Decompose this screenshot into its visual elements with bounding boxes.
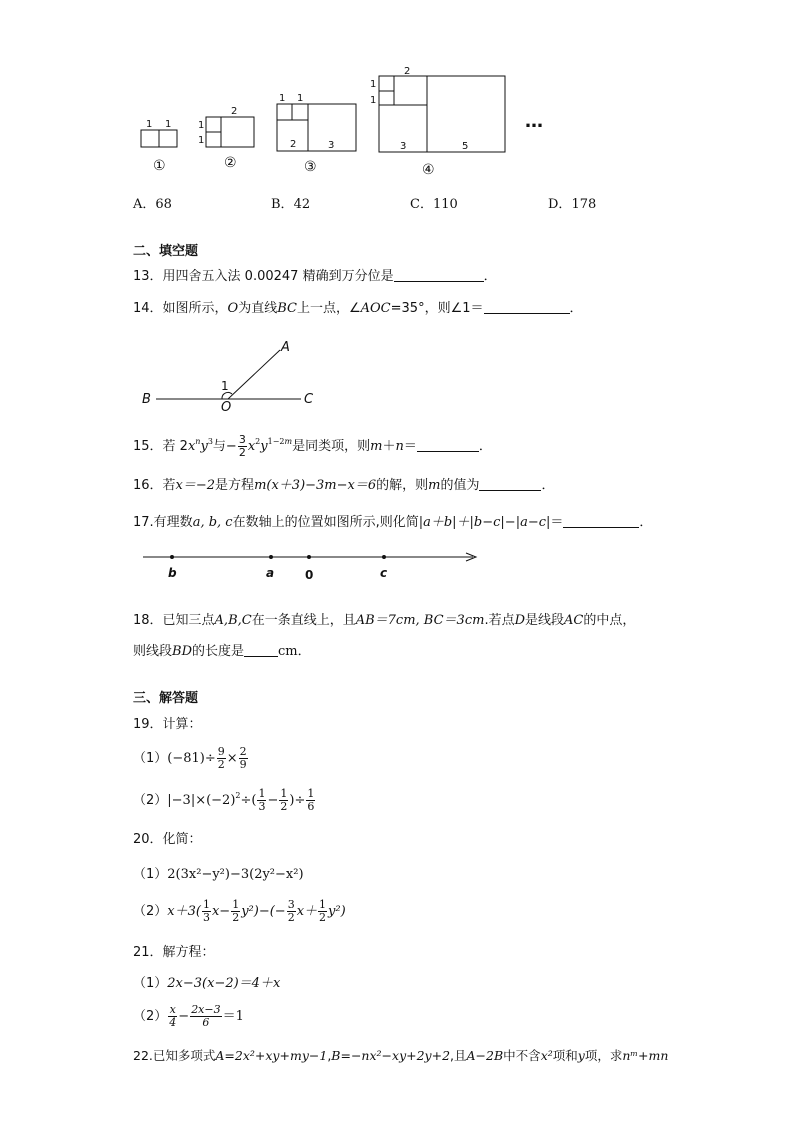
question-15: 15．若 $2x^ny^3$与− $\frac{3}{2}$ $x^2y^{1-2m}$是同类项，则m＋n＝ ． — [133, 433, 492, 459]
q16-part2: 是方程 — [215, 478, 255, 493]
option-c-letter: C． — [410, 197, 433, 212]
q18-lengths: AB＝7cm, BC＝3cm — [355, 613, 485, 628]
figure4-rect — [379, 76, 505, 152]
label-zero: 0 — [305, 568, 314, 582]
fig2-label-1a: 1 — [198, 120, 205, 131]
q14-part1: 14．如图所示， — [133, 301, 228, 316]
q17-expr: |a＋b|＋|b−c|−|a−c| — [418, 515, 551, 530]
q22-poly-a: A=2x²+xy+my−1 — [215, 1048, 328, 1063]
q18-part5: 的中点， — [583, 613, 636, 628]
question-22 — [133, 1046, 668, 1064]
q18-unit: cm — [278, 644, 298, 659]
option-d[interactable] — [548, 193, 596, 212]
section-2-title: 二、填空题 — [133, 244, 199, 259]
q18-part1: 18．已知三点 — [133, 613, 215, 628]
q22-y: y — [577, 1048, 585, 1063]
q20-title: 20．化简： — [133, 832, 202, 847]
label-c: C — [304, 392, 314, 407]
label-a: A — [281, 340, 290, 355]
q21-s2-b: ＝1 — [222, 1009, 244, 1024]
q14-answer-blank[interactable] — [484, 301, 570, 314]
fig3-label-2: 2 — [290, 139, 297, 150]
q22-poly-b: B=−nx²−xy+2y+2 — [331, 1048, 451, 1063]
fig1-label-1b: 1 — [165, 119, 172, 130]
q18-part4: 是线段 — [525, 613, 565, 628]
q20-s1-label: （1） — [133, 867, 168, 882]
question-13 — [133, 265, 497, 284]
q14-part3: 上一点，∠ — [296, 301, 361, 316]
q17-answer-blank[interactable] — [563, 515, 639, 528]
q19-s2-d: )÷ — [289, 793, 306, 808]
q19-s1-b: × — [226, 751, 238, 766]
figure3-rect — [277, 104, 356, 151]
q20-s1-expr: 2(3x²−y²)−3(2y²−x²) — [167, 867, 304, 882]
q18-part2: 在一条直线上，且 — [251, 613, 356, 628]
q21-s2-frac1: $\frac{x}{4}$ — [169, 1003, 177, 1029]
question-17 — [133, 511, 652, 530]
q22-expr: A−2B — [466, 1048, 504, 1063]
q13-end: ． — [483, 269, 497, 284]
q17-part3: ＝ — [550, 515, 564, 530]
q19-s2-frac2: $\frac{1}{2}$ — [280, 787, 288, 813]
fig3-label-1a: 1 — [279, 93, 286, 104]
label-b: B — [142, 392, 151, 407]
q20-s2-a: x＋3( — [167, 904, 201, 919]
q14-end: ． — [569, 301, 583, 316]
q19-s2-frac3: $\frac{1}{6}$ — [307, 787, 315, 813]
label-b: b — [168, 566, 177, 580]
point-c — [382, 555, 386, 559]
q21-s2-a: − — [178, 1009, 190, 1024]
q21-s1-label: （1） — [133, 976, 168, 991]
q19-s2-c: − — [267, 793, 279, 808]
fig4-label-3: 3 — [400, 141, 407, 152]
q22-part2: ,且 — [450, 1048, 467, 1063]
option-a-value: 68 — [155, 197, 172, 212]
q16-part4: 的值为 — [440, 478, 480, 493]
q19-title: 19．计算： — [133, 717, 202, 732]
q19-s2-sup: 2 — [235, 791, 241, 800]
q18-end: ． — [297, 644, 311, 659]
label-a: a — [266, 566, 275, 580]
q16-end: ． — [541, 478, 555, 493]
q15-part1: 15．若 2 — [133, 439, 188, 454]
point-zero — [307, 555, 311, 559]
q22-comma: , — [327, 1048, 332, 1063]
question-14 — [133, 297, 583, 316]
q19-s1-label: （1） — [133, 751, 168, 766]
fig4-label-1a: 1 — [370, 79, 377, 90]
q16-part3: 的解，则 — [376, 478, 429, 493]
q18-point-d: D — [514, 613, 526, 628]
option-d-value: 178 — [571, 197, 597, 212]
q18-answer-blank[interactable] — [244, 644, 278, 657]
angle-1-arc — [222, 392, 232, 399]
point-a — [269, 555, 273, 559]
fig1-label-1a: 1 — [146, 119, 153, 130]
q13-answer-blank[interactable] — [394, 269, 484, 282]
q16-part1: 16．若 — [133, 478, 176, 493]
q21-s1-expr: 2x−3(x−2)＝4＋x — [167, 976, 281, 991]
fig3-label-3: 3 — [328, 140, 335, 151]
label-o: O — [221, 400, 232, 415]
ray-oa — [228, 350, 280, 399]
q18-part3: .若点 — [484, 613, 515, 628]
question-18-line2 — [133, 640, 311, 659]
label-c: c — [380, 566, 388, 580]
section-3-title: 三、解答题 — [133, 691, 199, 706]
q21-sub2 — [133, 1000, 244, 1034]
option-b-letter: B． — [271, 197, 294, 212]
q19-s1-frac1: $\frac{9}{2}$ — [217, 745, 225, 771]
option-a-letter: A． — [133, 197, 156, 212]
q21-sub1 — [133, 972, 280, 991]
caption-4: ④ — [422, 162, 435, 178]
fig3-label-1b: 1 — [297, 93, 304, 104]
q15-end: ． — [478, 439, 492, 454]
q17-part1: 17.有理数 — [133, 515, 193, 530]
q22-tail: nᵐ+mn — [622, 1048, 669, 1063]
q22-part1: 22.已知多项式 — [133, 1048, 216, 1063]
option-d-letter: D． — [548, 197, 572, 212]
option-c-value: 110 — [432, 197, 458, 212]
q18-part6: 则线段 — [133, 644, 173, 659]
q19-sub1 — [133, 742, 249, 776]
q15-answer-blank[interactable] — [417, 439, 479, 452]
q20-s2-frac1: $\frac{1}{3}$ — [202, 898, 210, 924]
q20-s2-e: y²) — [328, 904, 346, 919]
q18-points: A,B,C — [214, 613, 252, 628]
fig4-label-5: 5 — [462, 141, 469, 152]
q20-sub2 — [133, 895, 346, 929]
label-angle-1: 1 — [221, 379, 229, 393]
q21-s2-frac2: $\frac{2x-3}{6}$ — [191, 1003, 221, 1029]
q20-sub1 — [133, 863, 304, 882]
q15-part2: 与− — [212, 439, 237, 454]
q16-m: m — [428, 478, 441, 493]
squares-figure — [130, 60, 560, 180]
q18-segment-ac: AC — [564, 613, 584, 628]
q20-s2-frac4: $\frac{1}{2}$ — [319, 898, 327, 924]
q20-s2-d: x＋ — [296, 904, 318, 919]
q19-s2-label: （2） — [133, 793, 168, 808]
question-18-line1 — [133, 609, 635, 628]
q15-part4: ＝ — [403, 439, 417, 454]
q17-part2: 在数轴上的位置如图所示,则化简 — [232, 515, 419, 530]
q15-part3: 是同类项，则 — [292, 439, 371, 454]
q15-fraction: $\frac{3}{2}$ — [238, 433, 246, 459]
option-b-value: 42 — [293, 197, 311, 212]
q19-s2-b: ÷( — [240, 793, 257, 808]
q19-s2-frac1: $\frac{1}{3}$ — [258, 787, 266, 813]
fig4-label-1b: 1 — [370, 95, 377, 106]
caption-1: ① — [153, 158, 166, 174]
q19-s1-frac2: $\frac{2}{9}$ — [239, 745, 247, 771]
q18-part7: 的长度是 — [192, 644, 245, 659]
q17-vars: a, b, c — [192, 515, 233, 530]
q16-eq2: m(x＋3)−3m−x＝6 — [254, 478, 377, 493]
fig2-label-1b: 1 — [198, 135, 205, 146]
q21-s2-label: （2） — [133, 1009, 168, 1024]
angle-figure — [138, 336, 328, 416]
q14-line-bc: BC — [277, 301, 297, 316]
q20-s2-label: （2） — [133, 904, 168, 919]
q21-title: 21．解方程： — [133, 945, 215, 960]
q22-part4: 项和 — [552, 1048, 578, 1063]
q19-s1-a: (−81)÷ — [167, 751, 216, 766]
q20-s2-frac3: $\frac{3}{2}$ — [287, 898, 295, 924]
option-c[interactable] — [410, 193, 458, 212]
q22-x2: x² — [540, 1048, 553, 1063]
q14-point-o: O — [227, 301, 239, 316]
q13-text: 13．用四舍五入法 0.00247 精确到万分位是 — [133, 269, 394, 284]
q18-segment-bd: BD — [172, 644, 192, 659]
caption-3: ③ — [304, 159, 317, 175]
option-a[interactable] — [133, 193, 172, 212]
q22-part3: 中不含 — [503, 1048, 541, 1063]
q19-sub2 — [133, 784, 316, 818]
q16-eq1: x＝−2 — [175, 478, 216, 493]
question-16 — [133, 474, 555, 493]
ellipsis: … — [525, 111, 543, 132]
number-line — [138, 545, 483, 585]
q19-s2-a: |−3|×(−2) — [167, 793, 236, 808]
caption-2: ② — [224, 155, 237, 171]
q16-answer-blank[interactable] — [479, 478, 541, 491]
point-b — [170, 555, 174, 559]
q20-s2-b: x− — [211, 904, 231, 919]
q17-end: ． — [639, 515, 653, 530]
q14-part2: 为直线 — [238, 301, 278, 316]
q22-part5: 项，求 — [584, 1048, 623, 1063]
q20-s2-frac2: $\frac{1}{2}$ — [232, 898, 240, 924]
q14-angle-aoc: AOC — [360, 301, 391, 316]
option-b[interactable] — [271, 193, 310, 212]
q20-s2-c: y²)−(− — [241, 904, 286, 919]
q14-part4: =35°，则∠1＝ — [390, 301, 484, 316]
fig4-label-2: 2 — [404, 66, 411, 77]
fig2-label-2: 2 — [231, 106, 238, 117]
